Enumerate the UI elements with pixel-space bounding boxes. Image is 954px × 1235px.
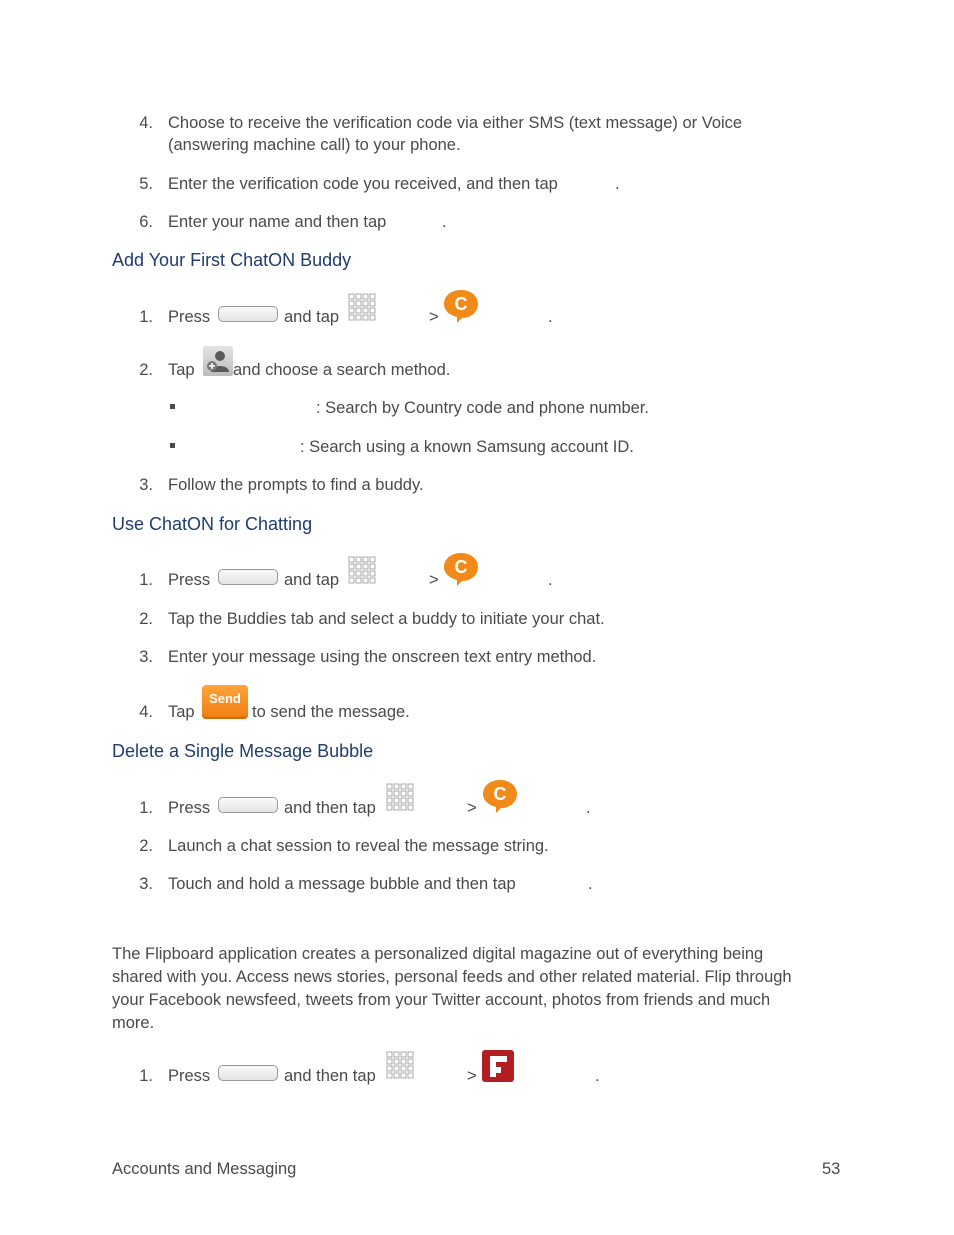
page-number: 53 xyxy=(822,1160,841,1178)
step-text: Enter your name and then tap xyxy=(168,213,387,231)
svg-text:C: C xyxy=(454,557,468,577)
step-separator: > xyxy=(467,799,477,817)
step-end: . xyxy=(548,571,553,589)
svg-text:C: C xyxy=(493,784,507,804)
step-number: 3. xyxy=(139,648,153,666)
step-separator: > xyxy=(429,308,439,326)
home-key-icon xyxy=(218,797,278,813)
step-text: Touch and hold a message bubble and then tap xyxy=(168,875,516,893)
chaton-app-icon xyxy=(443,551,479,587)
apps-grid-icon xyxy=(348,293,376,323)
step-separator: > xyxy=(467,1067,477,1085)
home-key-icon xyxy=(218,1065,278,1081)
chaton-app-icon xyxy=(443,288,479,324)
step-text: Press xyxy=(168,1067,211,1085)
apps-grid-icon xyxy=(386,1051,414,1081)
step-number: 1. xyxy=(139,308,153,326)
send-button-icon: Send xyxy=(202,685,248,719)
step-text: and then tap xyxy=(284,1067,376,1085)
step-text: to send the message. xyxy=(252,703,410,721)
step-text: Press xyxy=(168,799,211,817)
step-text: Tap xyxy=(168,703,195,721)
svg-text:C: C xyxy=(454,294,468,314)
step-end: . xyxy=(615,175,620,193)
step-text: and tap xyxy=(284,571,340,589)
step-number: 2. xyxy=(139,361,153,379)
step-end: . xyxy=(586,799,591,817)
bullet-text: : Search by Country code and phone number. xyxy=(316,399,649,417)
home-key-icon xyxy=(218,306,278,322)
paragraph-line: your Facebook newsfeed, tweets from your Twitter account, photos from friends and much xyxy=(112,991,771,1009)
step-number: 3. xyxy=(139,875,153,893)
step-number: 1. xyxy=(139,799,153,817)
apps-grid-icon xyxy=(348,556,376,586)
home-key-icon xyxy=(218,569,278,585)
apps-grid-icon xyxy=(386,783,414,813)
flipboard-app-icon xyxy=(482,1050,514,1082)
step-number: 6. xyxy=(139,213,153,231)
step-number: 4. xyxy=(139,114,153,132)
step-end: . xyxy=(442,213,447,231)
paragraph-line: more. xyxy=(112,1014,155,1032)
step-text: Follow the prompts to find a buddy. xyxy=(168,476,424,494)
bullet-marker xyxy=(170,443,175,448)
step-text: and choose a search method. xyxy=(233,361,451,379)
step-text: and then tap xyxy=(284,799,376,817)
add-buddy-icon xyxy=(203,346,233,376)
chaton-app-icon xyxy=(482,778,518,814)
step-text: Launch a chat session to reveal the message string. xyxy=(168,837,549,855)
paragraph-line: shared with you. Access news stories, personal feeds and other related material. Flip through xyxy=(112,968,792,986)
step-text: and tap xyxy=(284,308,340,326)
section-heading: Delete a Single Message Bubble xyxy=(112,741,374,761)
section-heading: Add Your First ChatON Buddy xyxy=(112,250,352,270)
step-text: Choose to receive the verification code via either SMS (text message) or Voice xyxy=(168,114,743,132)
section-heading: Use ChatON for Chatting xyxy=(112,514,313,534)
step-end: . xyxy=(595,1067,600,1085)
step-text: Tap xyxy=(168,361,195,379)
step-number: 2. xyxy=(139,837,153,855)
step-number: 5. xyxy=(139,175,153,193)
step-text: Enter your message using the onscreen text entry method. xyxy=(168,648,597,666)
step-number: 1. xyxy=(139,571,153,589)
step-text: Press xyxy=(168,308,211,326)
step-text: Tap the Buddies tab and select a buddy to initiate your chat. xyxy=(168,610,605,628)
footer-section-title: Accounts and Messaging xyxy=(112,1160,297,1178)
step-end: . xyxy=(588,875,593,893)
step-separator: > xyxy=(429,571,439,589)
paragraph-line: The Flipboard application creates a personalized digital magazine out of everything being xyxy=(112,945,764,963)
bullet-marker xyxy=(170,404,175,409)
step-number: 2. xyxy=(139,610,153,628)
step-text: (answering machine call) to your phone. xyxy=(168,136,461,154)
step-text: Press xyxy=(168,571,211,589)
step-number: 3. xyxy=(139,476,153,494)
step-number: 1. xyxy=(139,1067,153,1085)
bullet-text: : Search using a known Samsung account ID. xyxy=(300,438,634,456)
step-text: Enter the verification code you received, and then tap xyxy=(168,175,558,193)
step-number: 4. xyxy=(139,703,153,721)
step-end: . xyxy=(548,308,553,326)
